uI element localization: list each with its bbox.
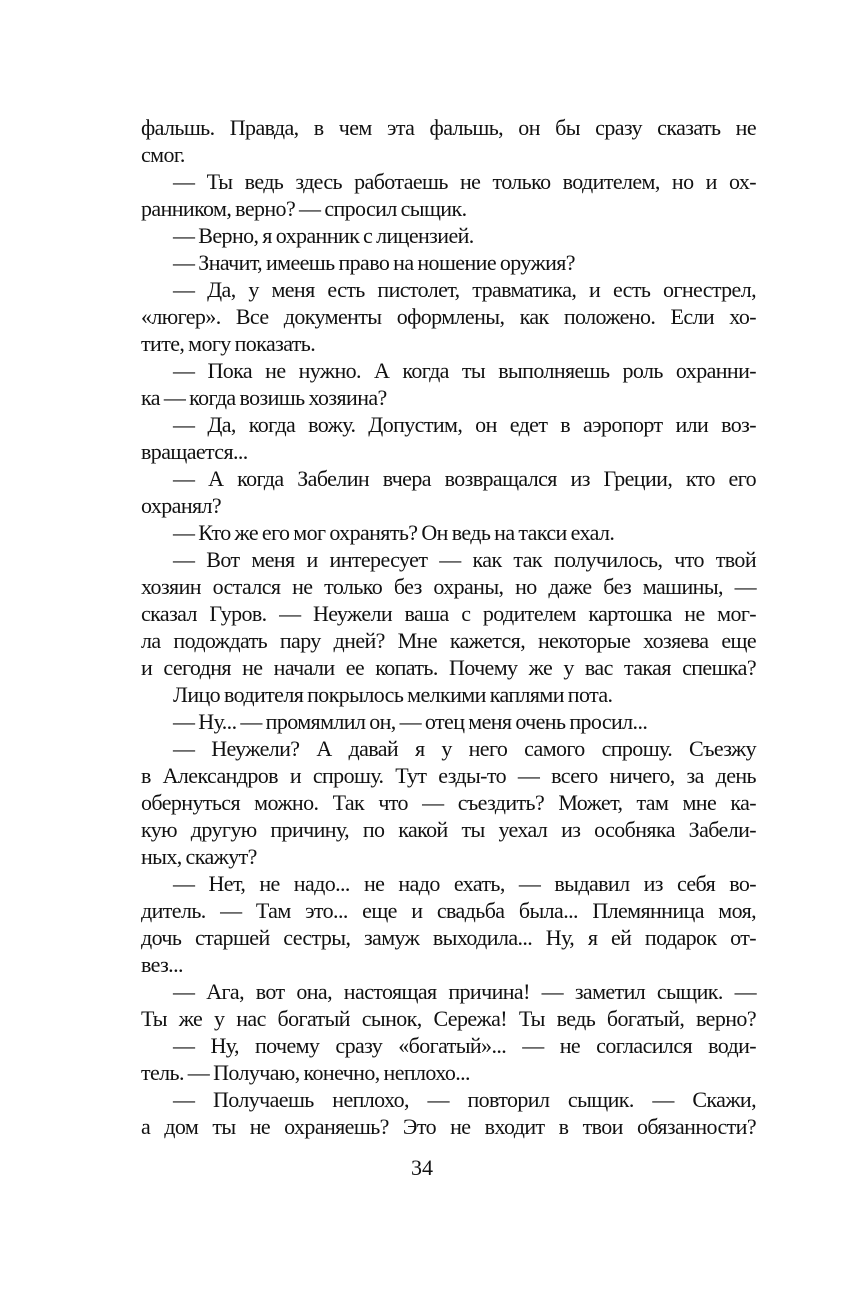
text-line: охранял? xyxy=(141,493,222,518)
text-line: а дом ты не охраняешь? Это не входит в твои обязанности? xyxy=(141,1114,756,1139)
text-line: дочь старшей сестры, замуж выходила... Ну, я ей подарок от- xyxy=(141,925,756,950)
text-line: вез... xyxy=(141,952,183,977)
text-line: смог. xyxy=(141,142,185,167)
text-line: хозяин остался не только без охраны, но даже без машины, — xyxy=(141,574,756,599)
text-line: Ты же у нас богатый сынок, Сережа! Ты ведь богатый, верно? xyxy=(141,1006,756,1031)
page-body-text xyxy=(141,114,756,1140)
text-line: — Ага, вот она, настоящая причина! — заметил сыщик. — xyxy=(173,979,756,1004)
text-line: фальшь. Правда, в чем эта фальшь, он бы сразу сказать не xyxy=(141,115,756,140)
text-line: — Пока не нужно. А когда ты выполняешь роль охранни- xyxy=(173,358,756,383)
text-line: — Да, когда вожу. Допустим, он едет в аэропорт или воз- xyxy=(173,412,756,437)
text-line: дитель. — Там это... еще и свадьба была... Племянница моя, xyxy=(141,898,756,923)
text-line: — Ты ведь здесь работаешь не только водителем, но и ох- xyxy=(173,169,756,194)
text-line: — Вот меня и интересует — как так получилось, что твой xyxy=(173,547,756,572)
text-line: ла подождать пару дней? Мне кажется, некоторые хозяева еще xyxy=(141,628,756,653)
page-number: 34 xyxy=(411,1155,433,1180)
text-line: ных, скажут? xyxy=(141,844,257,869)
text-line: — Получаешь неплохо, — повторил сыщик. — Скажи, xyxy=(173,1087,756,1112)
text-line: и сегодня не начали ее копать. Почему же у вас такая спешка? xyxy=(141,655,756,680)
text-line: ка — когда возишь хозяина? xyxy=(141,385,387,410)
text-line: ранником, верно? — спросил сыщик. xyxy=(141,196,467,221)
text-line: — Ну, почему сразу «богатый»... — не согласился води- xyxy=(173,1033,756,1058)
text-line: сказал Гуров. — Неужели ваша с родителем картошка не мог- xyxy=(141,601,756,626)
text-line: — Верно, я охранник с лицензией. xyxy=(173,223,474,248)
text-line: — Неужели? А давай я у него самого спрошу. Съезжу xyxy=(173,736,756,761)
text-line: тель. — Получаю, конечно, неплохо... xyxy=(141,1060,470,1085)
text-line: в Александров и спрошу. Тут езды-то — всего ничего, за день xyxy=(141,763,756,788)
text-line: — Ну... — промямлил он, — отец меня очень просил... xyxy=(173,709,648,734)
text-line: Лицо водителя покрылось мелкими каплями пота. xyxy=(173,682,613,707)
text-line: кую другую причину, по какой ты уехал из особняка Забели- xyxy=(141,817,756,842)
text-line: — А когда Забелин вчера возвращался из Греции, кто его xyxy=(173,466,756,491)
text-line: тите, могу показать. xyxy=(141,331,316,356)
text-line: — Да, у меня есть пистолет, травматика, и есть огнестрел, xyxy=(173,277,756,302)
text-line: — Нет, не надо... не надо ехать, — выдавил из себя во- xyxy=(173,871,756,896)
text-line: «люгер». Все документы оформлены, как положено. Если хо- xyxy=(141,304,756,329)
text-line: вращается... xyxy=(141,439,248,464)
text-line: — Кто же его мог охранять? Он ведь на такси ехал. xyxy=(173,520,615,545)
text-line: — Значит, имеешь право на ношение оружия? xyxy=(173,250,575,275)
text-line: обернуться можно. Так что — съездить? Может, там мне ка- xyxy=(141,790,756,815)
